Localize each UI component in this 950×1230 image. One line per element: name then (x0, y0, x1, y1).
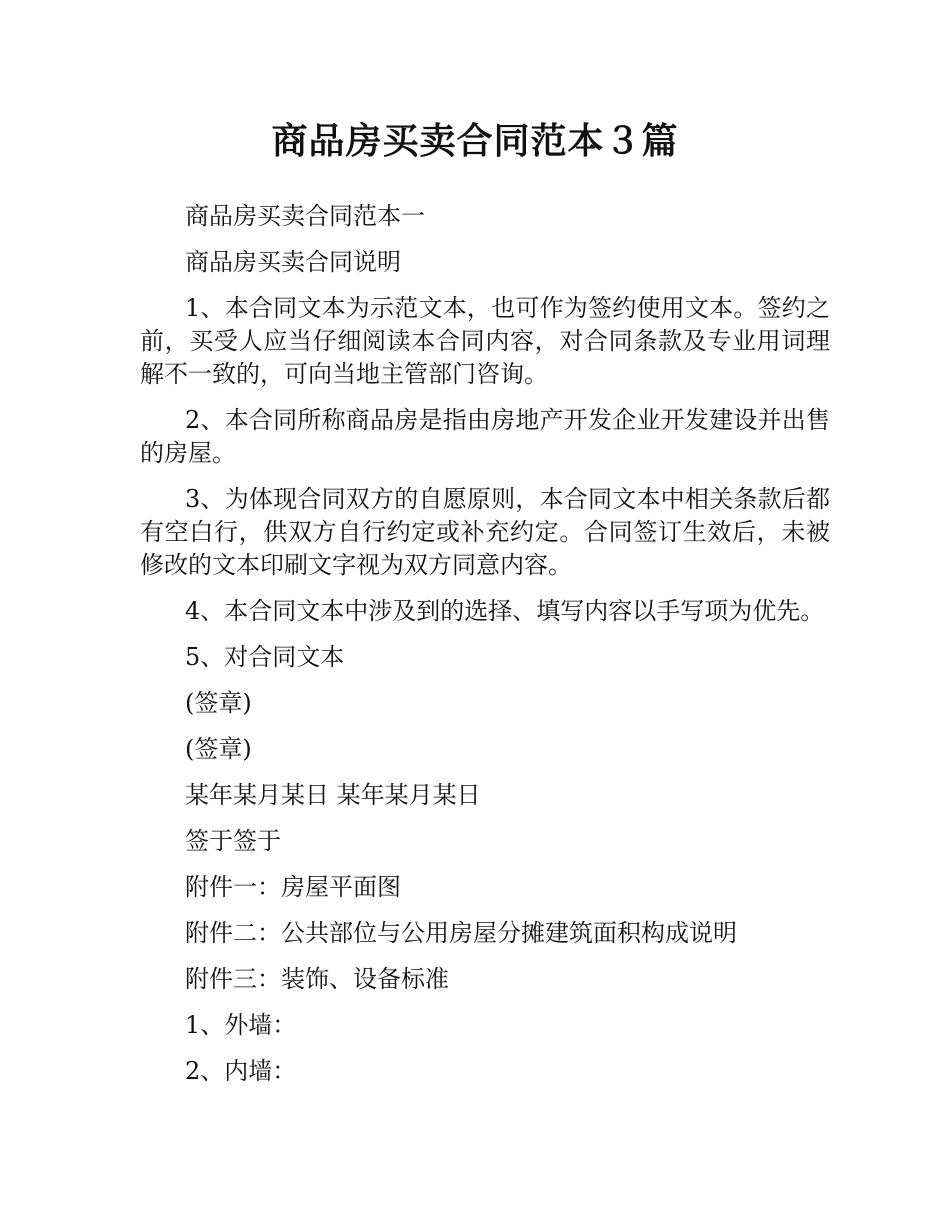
signature-line-1: (签章) (185, 689, 252, 717)
clause-4: 4、本合同文本中涉及到的选择、填写内容以手写项为优先。 (185, 597, 825, 625)
list-item-exterior-wall: 1、外墙： (185, 1011, 297, 1039)
attachment-3: 附件三：装饰、设备标准 (185, 965, 449, 993)
list-item-interior-wall: 2、内墙： (185, 1057, 297, 1085)
document-title: 商品房买卖合同范本３篇 (271, 121, 679, 162)
signature-line-2: (签章) (185, 735, 252, 763)
attachment-1: 附件一：房屋平面图 (185, 873, 401, 901)
date-line: 某年某月某日 某年某月某日 (185, 781, 481, 809)
document-body (140, 200, 830, 1101)
attachment-2: 附件二：公共部位与公用房屋分摊建筑面积构成说明 (185, 919, 737, 947)
clause-2: 2、本合同所称商品房是指由房地产开发企业开发建设并出售的房屋。 (140, 406, 830, 467)
section-heading: 商品房买卖合同范本一 (185, 202, 425, 230)
clause-1: 1、本合同文本为示范文本，也可作为签约使用文本。签约之前，买受人应当仔细阅读本合同内容，对合同条款及专业用词理解不一致的，可向当地主管部门咨询。 (140, 294, 830, 388)
signed-at-line: 签于签于 (185, 827, 281, 855)
clause-3: 3、为体现合同双方的自愿原则，本合同文本中相关条款后都有空白行，供双方自行约定或补充约定。合同签订生效后，未被修改的文本印刷文字视为双方同意内容。 (140, 485, 830, 579)
clause-5: 5、对合同文本 (185, 643, 345, 671)
section-subheading: 商品房买卖合同说明 (185, 248, 401, 276)
